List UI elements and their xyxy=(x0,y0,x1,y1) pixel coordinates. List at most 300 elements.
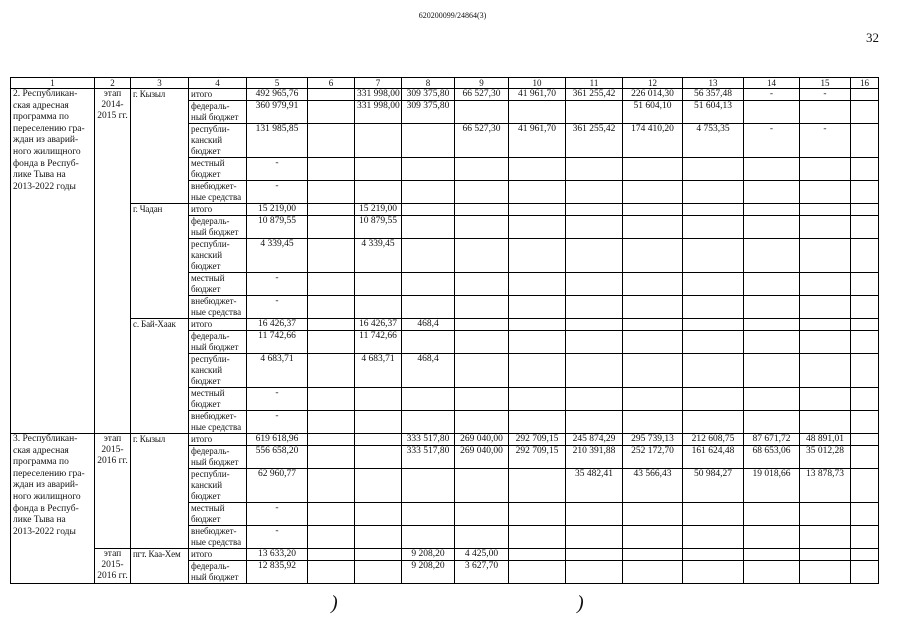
budget-source-label: внебюджет- ные средства xyxy=(189,296,247,319)
amount-cell xyxy=(566,216,623,239)
amount-cell xyxy=(402,124,455,158)
amount-cell xyxy=(455,469,509,503)
amount-cell xyxy=(509,549,566,561)
amount-cell xyxy=(509,296,566,319)
amount-cell xyxy=(683,561,744,584)
amount-cell: 210 391,88 xyxy=(566,446,623,469)
amount-cell xyxy=(851,331,879,354)
column-number-header: 3 xyxy=(131,78,189,89)
amount-cell: 41 961,70 xyxy=(509,89,566,101)
amount-cell xyxy=(308,296,355,319)
amount-cell xyxy=(683,549,744,561)
amount-cell xyxy=(800,158,851,181)
amount-cell: 269 040,00 xyxy=(455,434,509,446)
budget-source-label: федераль- ный бюджет xyxy=(189,331,247,354)
amount-cell xyxy=(851,296,879,319)
amount-cell xyxy=(623,388,683,411)
amount-cell xyxy=(851,388,879,411)
amount-cell xyxy=(744,181,800,204)
amount-cell xyxy=(683,503,744,526)
amount-cell xyxy=(800,319,851,331)
amount-cell xyxy=(308,434,355,446)
amount-cell xyxy=(455,319,509,331)
budget-source-label: федераль- ный бюджет xyxy=(189,561,247,584)
stage-period-cell: этап 2015- 2016 гг. xyxy=(95,434,131,549)
amount-cell xyxy=(623,331,683,354)
amount-cell xyxy=(623,216,683,239)
amount-cell: 11 742,66 xyxy=(247,331,308,354)
amount-cell: - xyxy=(247,388,308,411)
amount-cell xyxy=(402,411,455,434)
amount-cell: 50 984,27 xyxy=(683,469,744,503)
amount-cell xyxy=(683,216,744,239)
column-number-header: 7 xyxy=(355,78,402,89)
amount-cell xyxy=(455,503,509,526)
amount-cell xyxy=(623,319,683,331)
amount-cell xyxy=(800,549,851,561)
amount-cell xyxy=(308,319,355,331)
budget-source-label: итого xyxy=(189,89,247,101)
amount-cell xyxy=(623,273,683,296)
amount-cell xyxy=(566,296,623,319)
amount-cell xyxy=(851,124,879,158)
amount-cell xyxy=(566,331,623,354)
amount-cell xyxy=(308,526,355,549)
amount-cell: 66 527,30 xyxy=(455,89,509,101)
amount-cell xyxy=(355,273,402,296)
amount-cell: 131 985,85 xyxy=(247,124,308,158)
amount-cell: 619 618,96 xyxy=(247,434,308,446)
amount-cell: 48 891,01 xyxy=(800,434,851,446)
amount-cell xyxy=(308,239,355,273)
amount-cell: - xyxy=(247,411,308,434)
budget-source-label: внебюджет- ные средства xyxy=(189,411,247,434)
amount-cell xyxy=(455,239,509,273)
amount-cell: 331 998,00 xyxy=(355,89,402,101)
amount-cell xyxy=(509,216,566,239)
amount-cell: 252 172,70 xyxy=(623,446,683,469)
amount-cell xyxy=(509,388,566,411)
column-number-header: 8 xyxy=(402,78,455,89)
amount-cell: 35 012,28 xyxy=(800,446,851,469)
page-number: 32 xyxy=(866,30,879,45)
amount-cell xyxy=(455,526,509,549)
amount-cell xyxy=(744,239,800,273)
budget-source-label: местный бюджет xyxy=(189,273,247,296)
amount-cell: 4 339,45 xyxy=(355,239,402,273)
amount-cell xyxy=(683,411,744,434)
amount-cell: 15 219,00 xyxy=(355,204,402,216)
column-number-header: 6 xyxy=(308,78,355,89)
amount-cell: 62 960,77 xyxy=(247,469,308,503)
amount-cell: - xyxy=(247,158,308,181)
amount-cell xyxy=(455,388,509,411)
budget-source-label: итого xyxy=(189,434,247,446)
amount-cell xyxy=(800,561,851,584)
amount-cell: 4 683,71 xyxy=(247,354,308,388)
amount-cell xyxy=(851,204,879,216)
amount-cell: 19 018,66 xyxy=(744,469,800,503)
amount-cell xyxy=(744,296,800,319)
amount-cell: 4 425,00 xyxy=(455,549,509,561)
amount-cell xyxy=(355,181,402,204)
amount-cell xyxy=(851,101,879,124)
amount-cell xyxy=(308,561,355,584)
amount-cell: 35 482,41 xyxy=(566,469,623,503)
amount-cell xyxy=(566,411,623,434)
budget-table xyxy=(10,77,879,584)
amount-cell xyxy=(683,526,744,549)
amount-cell: 161 624,48 xyxy=(683,446,744,469)
amount-cell xyxy=(509,273,566,296)
stage-period-cell: этап 2015- 2016 гг. xyxy=(95,549,131,584)
amount-cell xyxy=(402,158,455,181)
amount-cell xyxy=(851,549,879,561)
budget-source-label: федераль- ный бюджет xyxy=(189,216,247,239)
budget-source-label: итого xyxy=(189,549,247,561)
amount-cell xyxy=(744,526,800,549)
amount-cell xyxy=(308,354,355,388)
amount-cell xyxy=(308,89,355,101)
amount-cell xyxy=(509,181,566,204)
table-row xyxy=(11,204,879,216)
amount-cell xyxy=(355,296,402,319)
amount-cell: 12 835,92 xyxy=(247,561,308,584)
amount-cell xyxy=(800,526,851,549)
amount-cell xyxy=(851,216,879,239)
amount-cell xyxy=(455,101,509,124)
amount-cell: 10 879,55 xyxy=(247,216,308,239)
amount-cell xyxy=(509,411,566,434)
budget-source-label: местный бюджет xyxy=(189,158,247,181)
amount-cell xyxy=(744,319,800,331)
budget-source-label: республи- канский бюджет xyxy=(189,124,247,158)
amount-cell xyxy=(623,296,683,319)
amount-cell xyxy=(744,549,800,561)
amount-cell xyxy=(744,503,800,526)
amount-cell xyxy=(566,158,623,181)
amount-cell xyxy=(683,181,744,204)
amount-cell xyxy=(509,561,566,584)
amount-cell xyxy=(744,561,800,584)
amount-cell: - xyxy=(744,124,800,158)
amount-cell xyxy=(744,216,800,239)
amount-cell xyxy=(566,526,623,549)
amount-cell xyxy=(355,124,402,158)
amount-cell xyxy=(851,239,879,273)
amount-cell xyxy=(744,204,800,216)
amount-cell: 16 426,37 xyxy=(247,319,308,331)
amount-cell xyxy=(851,319,879,331)
amount-cell xyxy=(402,216,455,239)
amount-cell xyxy=(308,411,355,434)
amount-cell xyxy=(851,446,879,469)
budget-source-label: внебюджет- ные средства xyxy=(189,526,247,549)
amount-cell: 4 339,45 xyxy=(247,239,308,273)
budget-table-body xyxy=(11,78,879,584)
amount-cell xyxy=(683,331,744,354)
amount-cell xyxy=(683,239,744,273)
amount-cell: - xyxy=(744,89,800,101)
budget-source-label: местный бюджет xyxy=(189,503,247,526)
amount-cell xyxy=(800,101,851,124)
table-row xyxy=(11,319,879,331)
amount-cell: 9 208,20 xyxy=(402,549,455,561)
amount-cell xyxy=(851,354,879,388)
amount-cell xyxy=(683,296,744,319)
column-number-header: 2 xyxy=(95,78,131,89)
locality-cell: г. Кызыл xyxy=(131,434,189,549)
locality-cell: с. Бай-Хаак xyxy=(131,319,189,434)
amount-cell xyxy=(455,216,509,239)
amount-cell xyxy=(623,411,683,434)
amount-cell xyxy=(355,561,402,584)
amount-cell xyxy=(455,181,509,204)
amount-cell: 212 608,75 xyxy=(683,434,744,446)
amount-cell: - xyxy=(800,124,851,158)
amount-cell: - xyxy=(247,526,308,549)
amount-cell xyxy=(509,503,566,526)
amount-cell xyxy=(744,273,800,296)
amount-cell xyxy=(800,354,851,388)
amount-cell: 333 517,80 xyxy=(402,434,455,446)
amount-cell xyxy=(566,388,623,411)
amount-cell xyxy=(623,354,683,388)
amount-cell xyxy=(851,561,879,584)
column-number-header: 10 xyxy=(509,78,566,89)
amount-cell xyxy=(402,204,455,216)
budget-source-label: республи- канский бюджет xyxy=(189,239,247,273)
amount-cell xyxy=(402,469,455,503)
column-number-header: 12 xyxy=(623,78,683,89)
amount-cell xyxy=(402,388,455,411)
table-row xyxy=(11,549,879,561)
amount-cell xyxy=(455,273,509,296)
amount-cell: - xyxy=(247,273,308,296)
amount-cell: - xyxy=(800,89,851,101)
amount-cell: 15 219,00 xyxy=(247,204,308,216)
amount-cell xyxy=(566,319,623,331)
amount-cell xyxy=(308,158,355,181)
table-row xyxy=(11,434,879,446)
locality-cell: пгт. Каа-Хем xyxy=(131,549,189,584)
amount-cell xyxy=(355,469,402,503)
amount-cell xyxy=(683,273,744,296)
amount-cell: 333 517,80 xyxy=(402,446,455,469)
amount-cell xyxy=(402,239,455,273)
amount-cell xyxy=(308,549,355,561)
budget-source-label: республи- канский бюджет xyxy=(189,354,247,388)
amount-cell xyxy=(623,158,683,181)
amount-cell: 360 979,91 xyxy=(247,101,308,124)
amount-cell xyxy=(744,411,800,434)
amount-cell xyxy=(683,319,744,331)
footer-mark: ) xyxy=(577,592,584,614)
amount-cell: 13 633,20 xyxy=(247,549,308,561)
amount-cell: 245 874,29 xyxy=(566,434,623,446)
amount-cell xyxy=(744,101,800,124)
amount-cell xyxy=(566,204,623,216)
amount-cell xyxy=(851,158,879,181)
amount-cell xyxy=(308,124,355,158)
amount-cell xyxy=(800,216,851,239)
budget-source-label: местный бюджет xyxy=(189,388,247,411)
column-number-header: 4 xyxy=(189,78,247,89)
amount-cell xyxy=(683,354,744,388)
amount-cell xyxy=(308,388,355,411)
column-number-header: 16 xyxy=(851,78,879,89)
amount-cell: 492 965,76 xyxy=(247,89,308,101)
amount-cell: 309 375,80 xyxy=(402,89,455,101)
column-number-header: 5 xyxy=(247,78,308,89)
amount-cell: 269 040,00 xyxy=(455,446,509,469)
amount-cell xyxy=(308,331,355,354)
budget-source-label: федераль- ный бюджет xyxy=(189,101,247,124)
amount-cell: 361 255,42 xyxy=(566,89,623,101)
amount-cell xyxy=(683,204,744,216)
budget-source-label: внебюджет- ные средства xyxy=(189,181,247,204)
budget-source-label: республи- канский бюджет xyxy=(189,469,247,503)
amount-cell xyxy=(355,503,402,526)
amount-cell xyxy=(509,239,566,273)
amount-cell: 226 014,30 xyxy=(623,89,683,101)
amount-cell xyxy=(800,273,851,296)
amount-cell xyxy=(509,354,566,388)
amount-cell: 11 742,66 xyxy=(355,331,402,354)
amount-cell: 41 961,70 xyxy=(509,124,566,158)
amount-cell: 51 604,13 xyxy=(683,101,744,124)
amount-cell xyxy=(566,239,623,273)
amount-cell: 16 426,37 xyxy=(355,319,402,331)
amount-cell xyxy=(851,273,879,296)
program-name-cell: 2. Республикан- ская адресная программа по переселению гра- ждан из аварий- ного жилищного фонда в Респуб- лике Тыва на 2013-2022 годы xyxy=(11,89,95,434)
amount-cell xyxy=(308,101,355,124)
locality-cell: г. Чадан xyxy=(131,204,189,319)
amount-cell xyxy=(851,469,879,503)
column-number-header: 9 xyxy=(455,78,509,89)
budget-source-label: итого xyxy=(189,319,247,331)
amount-cell: 361 255,42 xyxy=(566,124,623,158)
amount-cell xyxy=(800,503,851,526)
amount-cell xyxy=(623,239,683,273)
amount-cell xyxy=(623,561,683,584)
amount-cell xyxy=(355,446,402,469)
amount-cell xyxy=(800,181,851,204)
amount-cell xyxy=(566,354,623,388)
amount-cell xyxy=(744,331,800,354)
amount-cell xyxy=(308,273,355,296)
amount-cell xyxy=(683,158,744,181)
amount-cell: - xyxy=(247,296,308,319)
amount-cell: 9 208,20 xyxy=(402,561,455,584)
amount-cell xyxy=(402,273,455,296)
amount-cell xyxy=(509,331,566,354)
amount-cell xyxy=(800,411,851,434)
amount-cell xyxy=(623,549,683,561)
amount-cell: 87 671,72 xyxy=(744,434,800,446)
amount-cell: 43 566,43 xyxy=(623,469,683,503)
amount-cell xyxy=(308,216,355,239)
amount-cell xyxy=(509,101,566,124)
amount-cell: 331 998,00 xyxy=(355,101,402,124)
amount-cell xyxy=(509,526,566,549)
column-number-header: 15 xyxy=(800,78,851,89)
amount-cell xyxy=(851,526,879,549)
amount-cell: - xyxy=(247,503,308,526)
amount-cell xyxy=(851,89,879,101)
amount-cell xyxy=(566,181,623,204)
table-row xyxy=(11,89,879,101)
amount-cell xyxy=(566,273,623,296)
stage-period-cell: этап 2014- 2015 гг. xyxy=(95,89,131,434)
amount-cell xyxy=(355,434,402,446)
amount-cell: 3 627,70 xyxy=(455,561,509,584)
column-number-header: 14 xyxy=(744,78,800,89)
amount-cell xyxy=(402,296,455,319)
amount-cell xyxy=(355,526,402,549)
amount-cell: 68 653,06 xyxy=(744,446,800,469)
amount-cell xyxy=(623,204,683,216)
program-name-cell: 3. Республикан- ская адресная программа по переселению гра- ждан из аварий- ного жилищного фонда в Респуб- лике Тыва на 2013-2022 годы xyxy=(11,434,95,584)
amount-cell xyxy=(402,526,455,549)
column-number-header: 11 xyxy=(566,78,623,89)
budget-source-label: федераль- ный бюджет xyxy=(189,446,247,469)
amount-cell xyxy=(851,434,879,446)
amount-cell xyxy=(800,239,851,273)
amount-cell: 292 709,15 xyxy=(509,446,566,469)
column-number-row xyxy=(11,78,879,89)
amount-cell xyxy=(308,503,355,526)
amount-cell xyxy=(308,446,355,469)
amount-cell xyxy=(355,549,402,561)
amount-cell xyxy=(402,331,455,354)
column-number-header: 13 xyxy=(683,78,744,89)
amount-cell xyxy=(744,354,800,388)
amount-cell xyxy=(744,388,800,411)
amount-cell: 468,4 xyxy=(402,354,455,388)
amount-cell: 51 604,10 xyxy=(623,101,683,124)
amount-cell: 556 658,20 xyxy=(247,446,308,469)
amount-cell xyxy=(566,549,623,561)
amount-cell xyxy=(455,296,509,319)
amount-cell xyxy=(800,331,851,354)
amount-cell: 4 753,35 xyxy=(683,124,744,158)
amount-cell: 295 739,13 xyxy=(623,434,683,446)
amount-cell xyxy=(455,354,509,388)
amount-cell xyxy=(509,204,566,216)
amount-cell xyxy=(566,101,623,124)
amount-cell xyxy=(402,181,455,204)
amount-cell xyxy=(800,204,851,216)
amount-cell xyxy=(308,204,355,216)
amount-cell: 468,4 xyxy=(402,319,455,331)
amount-cell xyxy=(455,331,509,354)
locality-cell: г. Кызыл xyxy=(131,89,189,204)
budget-source-label: итого xyxy=(189,204,247,216)
amount-cell xyxy=(851,181,879,204)
amount-cell xyxy=(455,411,509,434)
amount-cell xyxy=(355,411,402,434)
amount-cell: 56 357,48 xyxy=(683,89,744,101)
amount-cell xyxy=(623,526,683,549)
column-number-header: 1 xyxy=(11,78,95,89)
amount-cell xyxy=(509,319,566,331)
amount-cell xyxy=(455,204,509,216)
amount-cell xyxy=(402,503,455,526)
amount-cell xyxy=(355,388,402,411)
amount-cell: 66 527,30 xyxy=(455,124,509,158)
amount-cell xyxy=(455,158,509,181)
